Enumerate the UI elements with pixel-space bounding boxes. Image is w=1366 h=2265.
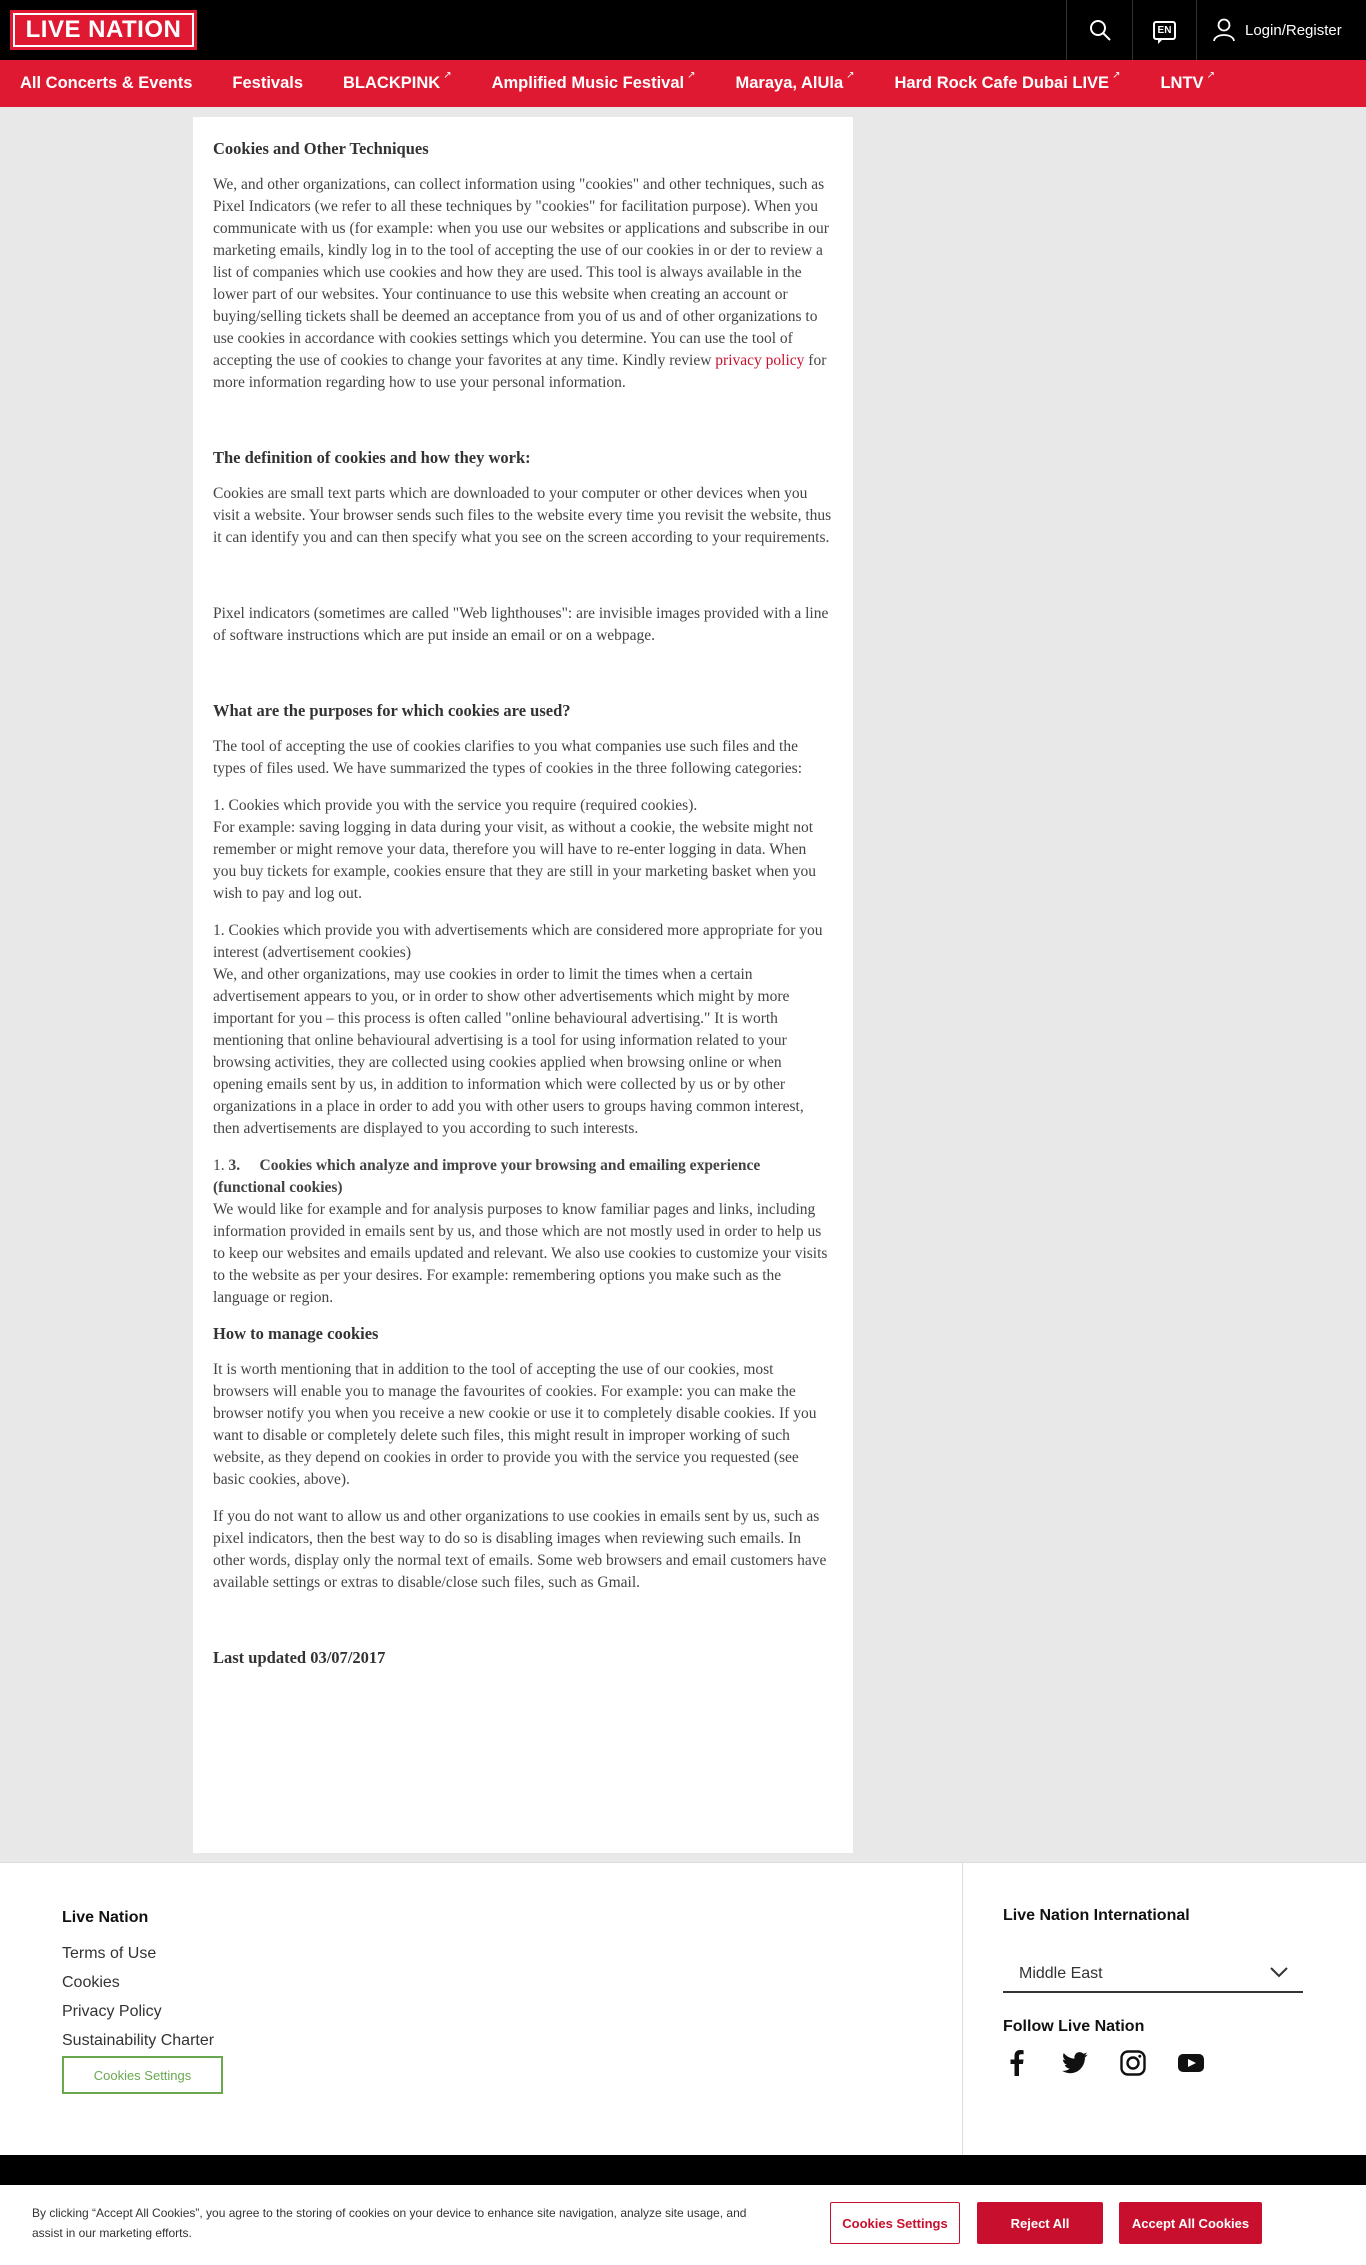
nav-label: Amplified Music Festival (491, 74, 685, 92)
functional-number: 1. (213, 1157, 225, 1174)
nav-item-hard-rock[interactable] (894, 70, 1121, 93)
language-icon: EN (1153, 21, 1177, 40)
footer (0, 1862, 1366, 2155)
region-value: Middle East (1019, 1965, 1103, 1982)
paragraph-purposes: The tool of accepting the use of cookies clarifies to you what companies use such files and the types of files used. We have summarized the types of cookies in the three following categories: (213, 738, 803, 777)
nav-item-all-concerts[interactable] (20, 74, 192, 93)
cookie-consent-banner (0, 2185, 1366, 2265)
region-select[interactable] (1003, 1957, 1303, 1993)
reject-all-button[interactable]: Reject All (977, 2202, 1103, 2244)
required-cookies-title: 1. Cookies which provide you with the service you require (required cookies). (213, 797, 698, 814)
twitter-icon[interactable] (1061, 2049, 1089, 2077)
heading-definition: The definition of cookies and how they work: (213, 448, 531, 467)
external-link-icon: ↗ (1112, 70, 1121, 81)
external-link-icon: ↗ (846, 70, 855, 81)
paragraph-intro (213, 174, 833, 394)
external-link-icon: ↗ (1206, 70, 1215, 81)
nav-label: Hard Rock Cafe Dubai LIVE (894, 74, 1110, 92)
ads-cookies-block (213, 920, 833, 1140)
footer-link-sustainability[interactable]: Sustainability Charter (62, 2032, 215, 2049)
functional-cookies-body: We would like for example and for analysis purposes to know familiar pages and links, including information provided in emails sent by us, and those which are not mostly used in order to help us to keep our websites and emails updated and relevant. We also use cookies to customize your visits to the website as per your desires. For example: remembering options you make such as the language or region. (213, 1201, 828, 1306)
footer-link-terms[interactable]: Terms of Use (62, 1945, 157, 1962)
external-link-icon: ↗ (687, 70, 696, 81)
last-updated: Last updated 03/07/2017 (213, 1648, 386, 1667)
login-label: Login/Register (1245, 21, 1342, 39)
live-nation-logo[interactable] (10, 10, 197, 50)
footer-title-live-nation: Live Nation (62, 1909, 149, 1926)
search-icon (1088, 18, 1112, 42)
main-nav (0, 60, 1366, 107)
intro-text-end: for more information regarding how to use your personal information. (213, 352, 827, 391)
footer-cookies-settings-button[interactable]: Cookies Settings (62, 2056, 223, 2094)
header-actions (1066, 0, 1366, 60)
paragraph-pixel: Pixel indicators (sometimes are called "Web lighthouses": are invisible images provided with a line of software instructions which are put inside an email or on a webpage. (213, 605, 829, 644)
footer-title-follow: Follow Live Nation (1003, 2018, 1145, 2035)
nav-item-festivals[interactable] (232, 74, 303, 93)
privacy-policy-link[interactable]: privacy policy (715, 352, 805, 369)
cookie-banner-text: By clicking “Accept All Cookies”, you agree to the storing of cookies on your device to enhance site navigation, analyze site usage, and assist in our marketing efforts. (32, 2206, 747, 2240)
heading-purposes: What are the purposes for which cookies are used? (213, 701, 571, 720)
footer-title-international: Live Nation International (1003, 1907, 1190, 1924)
ads-cookies-title: 1. Cookies which provide you with advertisements which are considered more appropriate for you interest (advertisement cookies) (213, 922, 823, 961)
nav-label: Festivals (232, 74, 304, 92)
logo-text: LIVE NATION (15, 15, 192, 45)
login-register-button[interactable] (1196, 0, 1366, 60)
paragraph-manage: It is worth mentioning that in addition to the tool of accepting the use of our cookies, most browsers will enable you to manage the favourites of cookies. For example: you can make the browser notify you when you receive a new cookie or use it to completely disable cookies. If you want to disable or completely delete such files, this might result in improper working of such website, as they depend on cookies in order to provide you with the service you requested (see basic cookies, above). (213, 1361, 817, 1488)
search-button[interactable] (1066, 0, 1132, 60)
cookie-settings-button[interactable]: Cookies Settings (830, 2202, 960, 2244)
paragraph-definition: Cookies are small text parts which are downloaded to your computer or other devices when you visit a website. Your browser sends such files to the website every time you revisit the website, thus it can identify you and can then specify what you see on the screen according to your requirements. (213, 485, 832, 546)
accept-all-cookies-button[interactable]: Accept All Cookies (1119, 2202, 1262, 2244)
user-icon (1213, 18, 1235, 42)
required-cookies-block (213, 795, 833, 905)
footer-link-cookies[interactable]: Cookies (62, 1974, 120, 1991)
footer-link-privacy[interactable]: Privacy Policy (62, 2003, 162, 2020)
footer-black-band (0, 2155, 1366, 2185)
nav-item-amplified[interactable] (491, 70, 696, 93)
top-header (0, 0, 1366, 60)
nav-label: All Concerts & Events (20, 74, 193, 92)
instagram-icon[interactable] (1119, 2049, 1147, 2077)
heading-cookies-techniques: Cookies and Other Techniques (213, 139, 429, 158)
paragraph-email: If you do not want to allow us and other organizations to use cookies in emails sent by us, such as pixel indicators, then the best way to do so is disabling images when reviewing such emails. In other words, display only the normal text of emails. Some web browsers and email customers have available settings or extras to disable/close such files, such as Gmail. (213, 1508, 827, 1591)
nav-item-maraya[interactable] (735, 70, 855, 93)
chevron-down-icon (1269, 1965, 1289, 1979)
cookies-policy-card (193, 117, 853, 1853)
functional-cookies-block (213, 1155, 833, 1309)
language-button[interactable] (1132, 0, 1196, 60)
heading-manage: How to manage cookies (213, 1324, 379, 1343)
nav-label: BLACKPINK (343, 74, 441, 92)
nav-label: LNTV (1160, 74, 1204, 92)
ads-cookies-body: We, and other organizations, may use cookies in order to limit the times when a certain advertisement appears to you, or in order to show other advertisements which might by more important for you – this process is often called "online behavioural advertising." It is worth mentioning that online behavioural advertising is a tool for using information related to your browsing activities, they are collected using cookies applied when browsing online or when opening emails sent by us, in addition to information which were collected by us or by other organizations in a place in order to add you with other users to groups having common interest, then advertisements are displayed to you according to such interests. (213, 966, 804, 1137)
youtube-icon[interactable] (1177, 2049, 1205, 2077)
required-cookies-body: For example: saving logging in data during your visit, as without a cookie, the website might not remember or might remove your data, therefore you will have to re-enter logging in data. When you buy tickets for example, cookies ensure that they are still in your marketing basket when you wish to pay and log out. (213, 819, 817, 902)
facebook-icon[interactable] (1003, 2049, 1031, 2077)
functional-cookies-title: 3. Cookies which analyze and improve your browsing and emailing experience (functional cookies) (213, 1157, 765, 1196)
external-link-icon: ↗ (443, 70, 452, 81)
social-links (1003, 2049, 1205, 2077)
intro-text: We, and other organizations, can collect information using "cookies" and other techniques, such as Pixel Indicators (we refer to all these techniques by "cookies" for facilitation purpose). When you communicate with us (for example: when you use our websites or applications and subscribe in our marketing emails, kindly log in to the tool of accepting the use of our cookies in or der to review a list of companies which use cookies and how they are used. This tool is always available in the lower part of our websites. Your continuance to use this website when creating an account or buying/selling tickets shall be deemed an acceptance from you of us and of other organizations to use cookies in accordance with cookies settings which you determine. You can use the tool of accepting the use of cookies to change your favorites at any time. Kindly review (213, 176, 829, 369)
footer-divider (962, 1863, 963, 2156)
nav-item-lntv[interactable] (1160, 70, 1215, 93)
nav-item-blackpink[interactable] (343, 70, 452, 93)
nav-label: Maraya, AlUla (735, 74, 844, 92)
